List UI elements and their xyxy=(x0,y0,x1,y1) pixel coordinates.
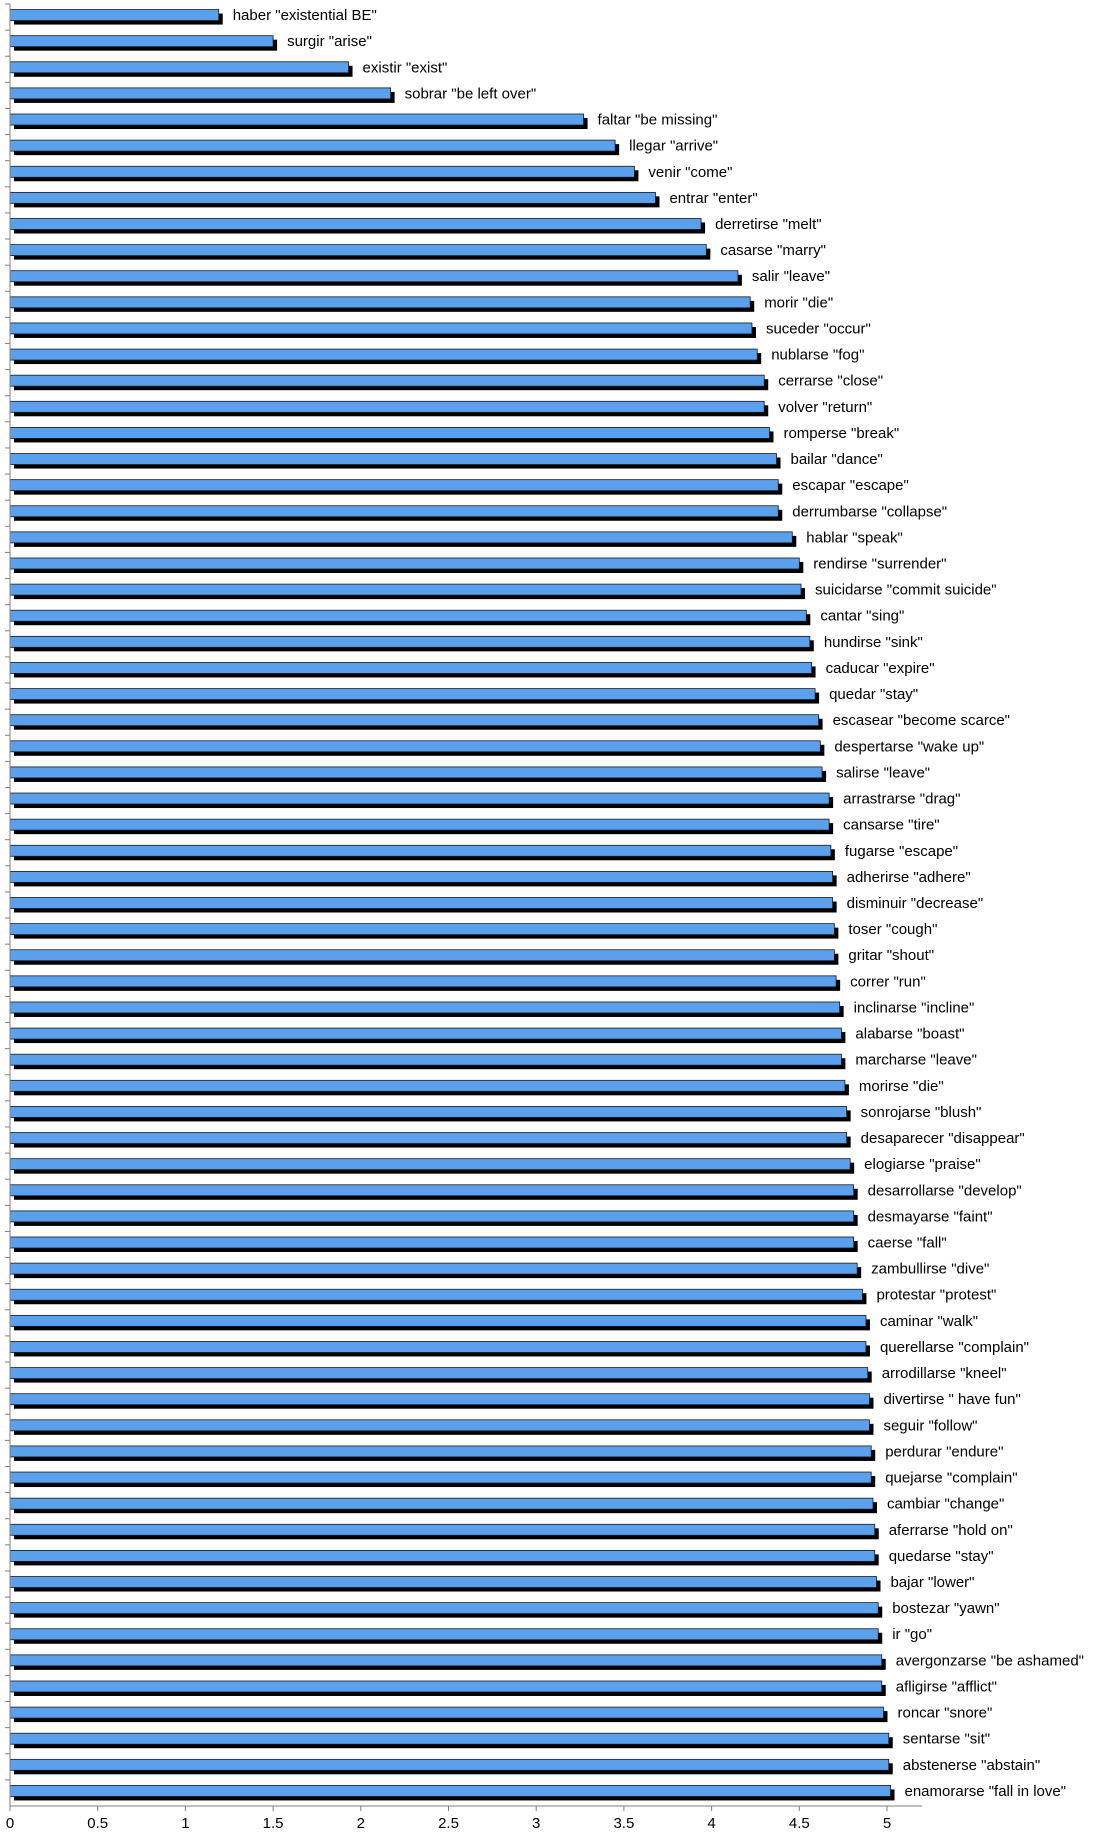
x-tick-label: 2.5 xyxy=(438,1815,459,1832)
category-label: cambiar "change" xyxy=(886,1495,1005,1513)
category-label: caerse "fall" xyxy=(867,1234,947,1252)
bar xyxy=(10,375,764,386)
bar xyxy=(10,1446,871,1457)
category-label: arrodillarse "kneel" xyxy=(881,1365,1007,1383)
category-label: alabarse "boast" xyxy=(855,1025,965,1043)
category-label: caminar "walk" xyxy=(879,1312,979,1330)
bar xyxy=(10,1759,889,1770)
category-label: quejarse "complain" xyxy=(885,1469,1018,1487)
category-label: protestar "protest" xyxy=(876,1286,997,1304)
bar xyxy=(10,506,778,517)
bar xyxy=(10,1002,840,1013)
category-label: afligirse "afflict" xyxy=(895,1678,997,1696)
bar xyxy=(10,976,836,987)
bar xyxy=(10,114,584,125)
category-label: quedar "stay" xyxy=(829,686,919,704)
category-label: derretirse "melt" xyxy=(715,215,822,233)
category-label: marcharse "leave" xyxy=(855,1051,977,1069)
category-label: disminuir "decrease" xyxy=(846,895,984,912)
bar xyxy=(10,610,806,621)
bar xyxy=(10,1133,847,1144)
category-label: zambullirse "dive" xyxy=(871,1260,990,1278)
bar xyxy=(10,1785,891,1796)
bar xyxy=(10,950,834,961)
category-label: desmayarse "faint" xyxy=(867,1208,993,1226)
x-tick-label: 0.5 xyxy=(87,1815,109,1832)
bar xyxy=(10,1472,871,1483)
category-label: cansarse "tire" xyxy=(843,816,940,834)
category-label: cantar "sing" xyxy=(820,607,905,625)
bar xyxy=(10,1368,868,1379)
bar xyxy=(10,1420,869,1431)
category-label: morirse "die" xyxy=(858,1077,944,1095)
bar xyxy=(10,1185,854,1196)
x-tick-label: 3.5 xyxy=(613,1815,635,1832)
category-label: llegar "arrive" xyxy=(629,137,719,155)
bar xyxy=(10,715,819,726)
category-label: seguir "follow" xyxy=(883,1417,978,1435)
category-label: escasear "become scarce" xyxy=(832,712,1011,730)
bar xyxy=(10,1080,845,1091)
category-label: adherirse "adhere" xyxy=(846,868,971,886)
category-label: fugarse "escape" xyxy=(844,842,959,860)
bar xyxy=(10,689,815,700)
bar xyxy=(10,1263,857,1274)
bar xyxy=(10,1211,854,1222)
category-label: desaparecer "disappear" xyxy=(860,1130,1025,1148)
category-label: enamorarse "fall in love" xyxy=(904,1782,1067,1800)
x-tick-label: 0 xyxy=(5,1815,15,1832)
bar xyxy=(10,1159,850,1170)
category-label: gritar "shout" xyxy=(848,947,935,965)
category-label: despertarse "wake up" xyxy=(834,738,985,756)
category-label: entrar "enter" xyxy=(669,189,758,207)
bar xyxy=(10,401,764,412)
category-label: elogiarse "praise" xyxy=(864,1156,981,1174)
bar xyxy=(10,1655,882,1666)
bar xyxy=(10,1629,878,1640)
bar xyxy=(10,741,820,752)
category-label: desarrollarse "develop" xyxy=(867,1182,1022,1200)
bar xyxy=(10,166,634,177)
bar xyxy=(10,1289,862,1300)
category-label: caducar "expire" xyxy=(825,659,935,677)
category-label: sobrar "be left over" xyxy=(404,85,537,103)
bar xyxy=(10,140,615,151)
x-tick-label: 4.5 xyxy=(788,1815,810,1832)
bar xyxy=(10,1341,866,1352)
category-label: querellarse "complain" xyxy=(879,1338,1030,1356)
bar xyxy=(10,924,834,935)
category-label: correr "run" xyxy=(850,973,926,991)
category-label: existir "exist" xyxy=(362,59,448,77)
category-label: surgir "arise" xyxy=(287,33,372,51)
category-label: bailar "dance" xyxy=(790,451,883,469)
bar xyxy=(10,1603,878,1614)
bar xyxy=(10,323,752,334)
category-label: sentarse "sit" xyxy=(902,1730,991,1748)
category-label: venir "come" xyxy=(648,163,733,181)
category-label: abstenerse "abstain" xyxy=(902,1756,1041,1774)
bar xyxy=(10,349,757,360)
category-label: toser "cough" xyxy=(848,921,938,939)
category-label: romperse "break" xyxy=(783,424,900,442)
category-label: hablar "speak" xyxy=(806,529,903,547)
bar xyxy=(10,1498,873,1509)
category-label: volver "return" xyxy=(778,398,873,416)
category-label: escapar "escape" xyxy=(792,477,909,495)
bar xyxy=(10,1237,854,1248)
category-label: rendirse "surrender" xyxy=(813,555,947,573)
bar xyxy=(10,218,701,229)
bar xyxy=(10,871,833,882)
category-label: morir "die" xyxy=(764,294,834,312)
category-label: divertirse " have fun" xyxy=(883,1391,1021,1409)
category-label: faltar "be missing" xyxy=(597,111,718,129)
category-label: derrumbarse "collapse" xyxy=(792,503,948,521)
bar xyxy=(10,1028,841,1039)
category-label: aferrarse "hold on" xyxy=(888,1521,1013,1539)
x-tick-label: 4 xyxy=(707,1815,716,1832)
bar xyxy=(10,558,799,569)
bar xyxy=(10,454,776,465)
bar xyxy=(10,1733,889,1744)
category-label: arrastrarse "drag" xyxy=(843,790,961,808)
bar xyxy=(10,10,219,21)
x-tick-label: 1.5 xyxy=(262,1815,284,1832)
category-label: quedarse "stay" xyxy=(888,1547,994,1565)
category-label: suceder "occur" xyxy=(765,320,871,338)
bar xyxy=(10,245,706,256)
category-label: suicidarse "commit suicide" xyxy=(815,581,997,599)
category-label: salir "leave" xyxy=(751,268,831,286)
bar xyxy=(10,62,349,73)
x-tick-label: 3 xyxy=(532,1815,541,1832)
bar xyxy=(10,584,801,595)
bar xyxy=(10,898,833,909)
bar xyxy=(10,1577,876,1588)
bar xyxy=(10,480,778,491)
bar xyxy=(10,1524,875,1535)
category-label: roncar "snore" xyxy=(897,1704,993,1722)
category-label: bostezar "yawn" xyxy=(892,1600,1000,1618)
bar xyxy=(10,88,391,99)
x-tick-label: 5 xyxy=(882,1815,892,1832)
bar xyxy=(10,767,822,778)
category-label: bajar "lower" xyxy=(890,1574,975,1592)
bar xyxy=(10,1681,882,1692)
bar xyxy=(10,36,273,47)
bar xyxy=(10,1054,841,1065)
bar xyxy=(10,1106,847,1117)
category-label: salirse "leave" xyxy=(836,764,931,782)
bar xyxy=(10,662,812,673)
category-label: sonrojarse "blush" xyxy=(860,1103,982,1121)
bar xyxy=(10,297,750,308)
bar xyxy=(10,532,792,543)
bar xyxy=(10,636,810,647)
x-tick-label: 2 xyxy=(356,1815,365,1832)
bar xyxy=(10,1707,883,1718)
bar xyxy=(10,793,829,804)
bar xyxy=(10,1550,875,1561)
category-label: nublarse "fog" xyxy=(771,346,865,364)
category-label: inclinarse "incline" xyxy=(853,999,975,1017)
category-label: haber "existential BE" xyxy=(232,7,377,25)
x-tick-label: 1 xyxy=(181,1815,190,1832)
bar xyxy=(10,819,829,830)
bar xyxy=(10,271,738,282)
bar xyxy=(10,845,831,856)
bar xyxy=(10,1394,869,1405)
bar xyxy=(10,427,769,438)
category-label: casarse "marry" xyxy=(720,242,827,260)
category-label: hundirse "sink" xyxy=(823,633,923,651)
category-label: cerrarse "close" xyxy=(778,372,884,390)
category-label: avergonzarse "be ashamed" xyxy=(895,1652,1085,1670)
bar xyxy=(10,1315,866,1326)
bar xyxy=(10,192,655,203)
category-label: perdurar "endure" xyxy=(885,1443,1004,1461)
category-label: ir "go" xyxy=(892,1626,933,1644)
